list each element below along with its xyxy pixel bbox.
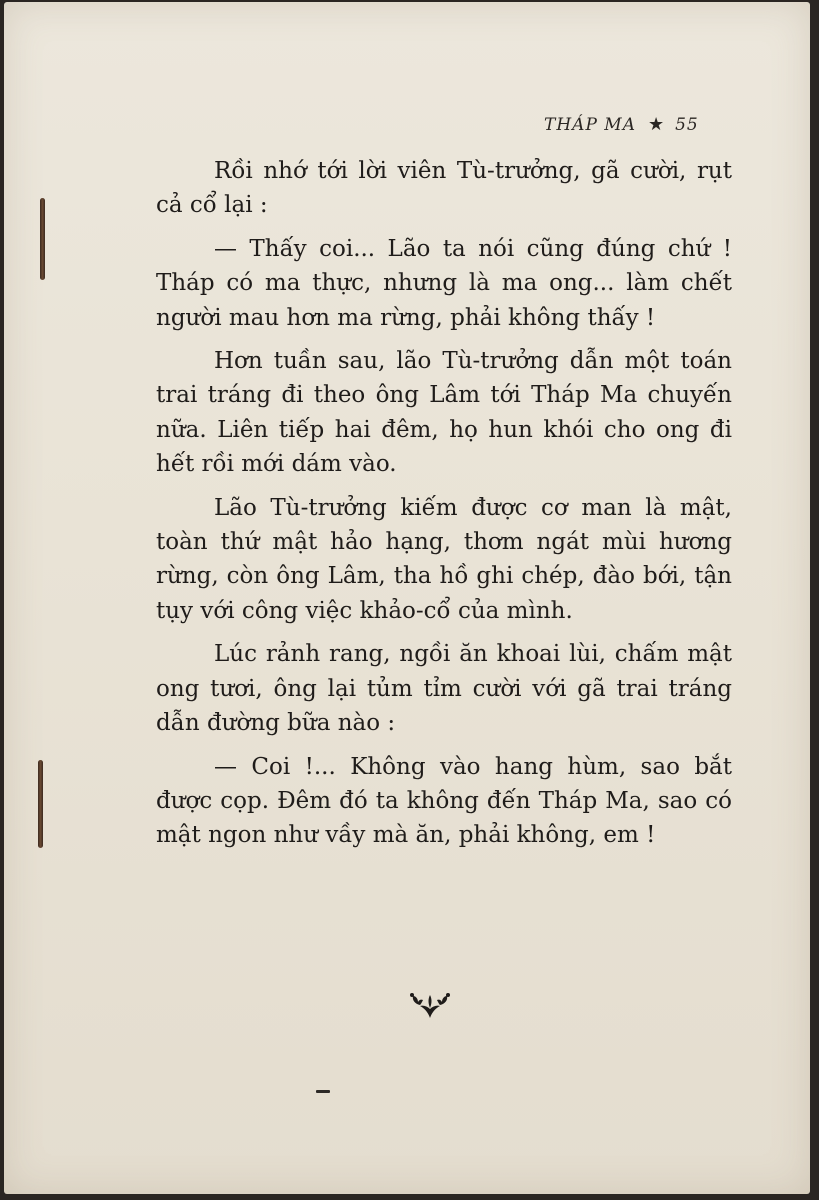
paragraph-2: — Thấy coi... Lão ta nói cũng đúng chứ ! Tháp có ma thực, nhưng là ma ong... làm chết người mau hơn ma rừng, phải không thấy ! (156, 235, 732, 331)
star-icon: ★ (647, 114, 666, 135)
chapter-title: THÁP MA (544, 115, 636, 135)
paragraph-3: Hơn tuần sau, lão Tù-trưởng dẫn một toán trai tráng đi theo ông Lâm tới Tháp Ma chuyến nữa. Liên tiếp hai đêm, họ hun khói cho ong đi hết rồi mới dám vào. (156, 348, 732, 478)
paragraph-4: Lão Tù-trưởng kiếm được cơ man là mật, toàn thứ mật hảo hạng, thơm ngát mùi hương rừng, còn ông Lâm, tha hồ ghi chép, đào bới, tận tụy với công việc khảo-cổ của mình. (156, 494, 732, 624)
paragraph-6: — Coi !... Không vào hang hùm, sao bắt được cọp. Đêm đó ta không đến Tháp Ma, sao có mật ngon như vầy mà ăn, phải không, em ! (156, 753, 732, 849)
binding-stitch-top (40, 198, 45, 280)
paragraph-1: Rồi nhớ tới lời viên Tù-trưởng, gã cười, rụt cả cổ lại : (156, 158, 732, 219)
body-text (156, 154, 732, 862)
book-page (4, 2, 810, 1194)
running-head (544, 114, 744, 135)
fleuron-ornament-icon (408, 988, 452, 1022)
dash-mark (316, 1090, 330, 1093)
binding-stitch-bottom (38, 760, 43, 848)
paragraph-5: Lúc rảnh rang, ngồi ăn khoai lùi, chấm mật ong tươi, ông lại tủm tỉm cười với gã trai tráng dẫn đường bữa nào : (156, 641, 732, 737)
page-number: 55 (675, 115, 699, 135)
